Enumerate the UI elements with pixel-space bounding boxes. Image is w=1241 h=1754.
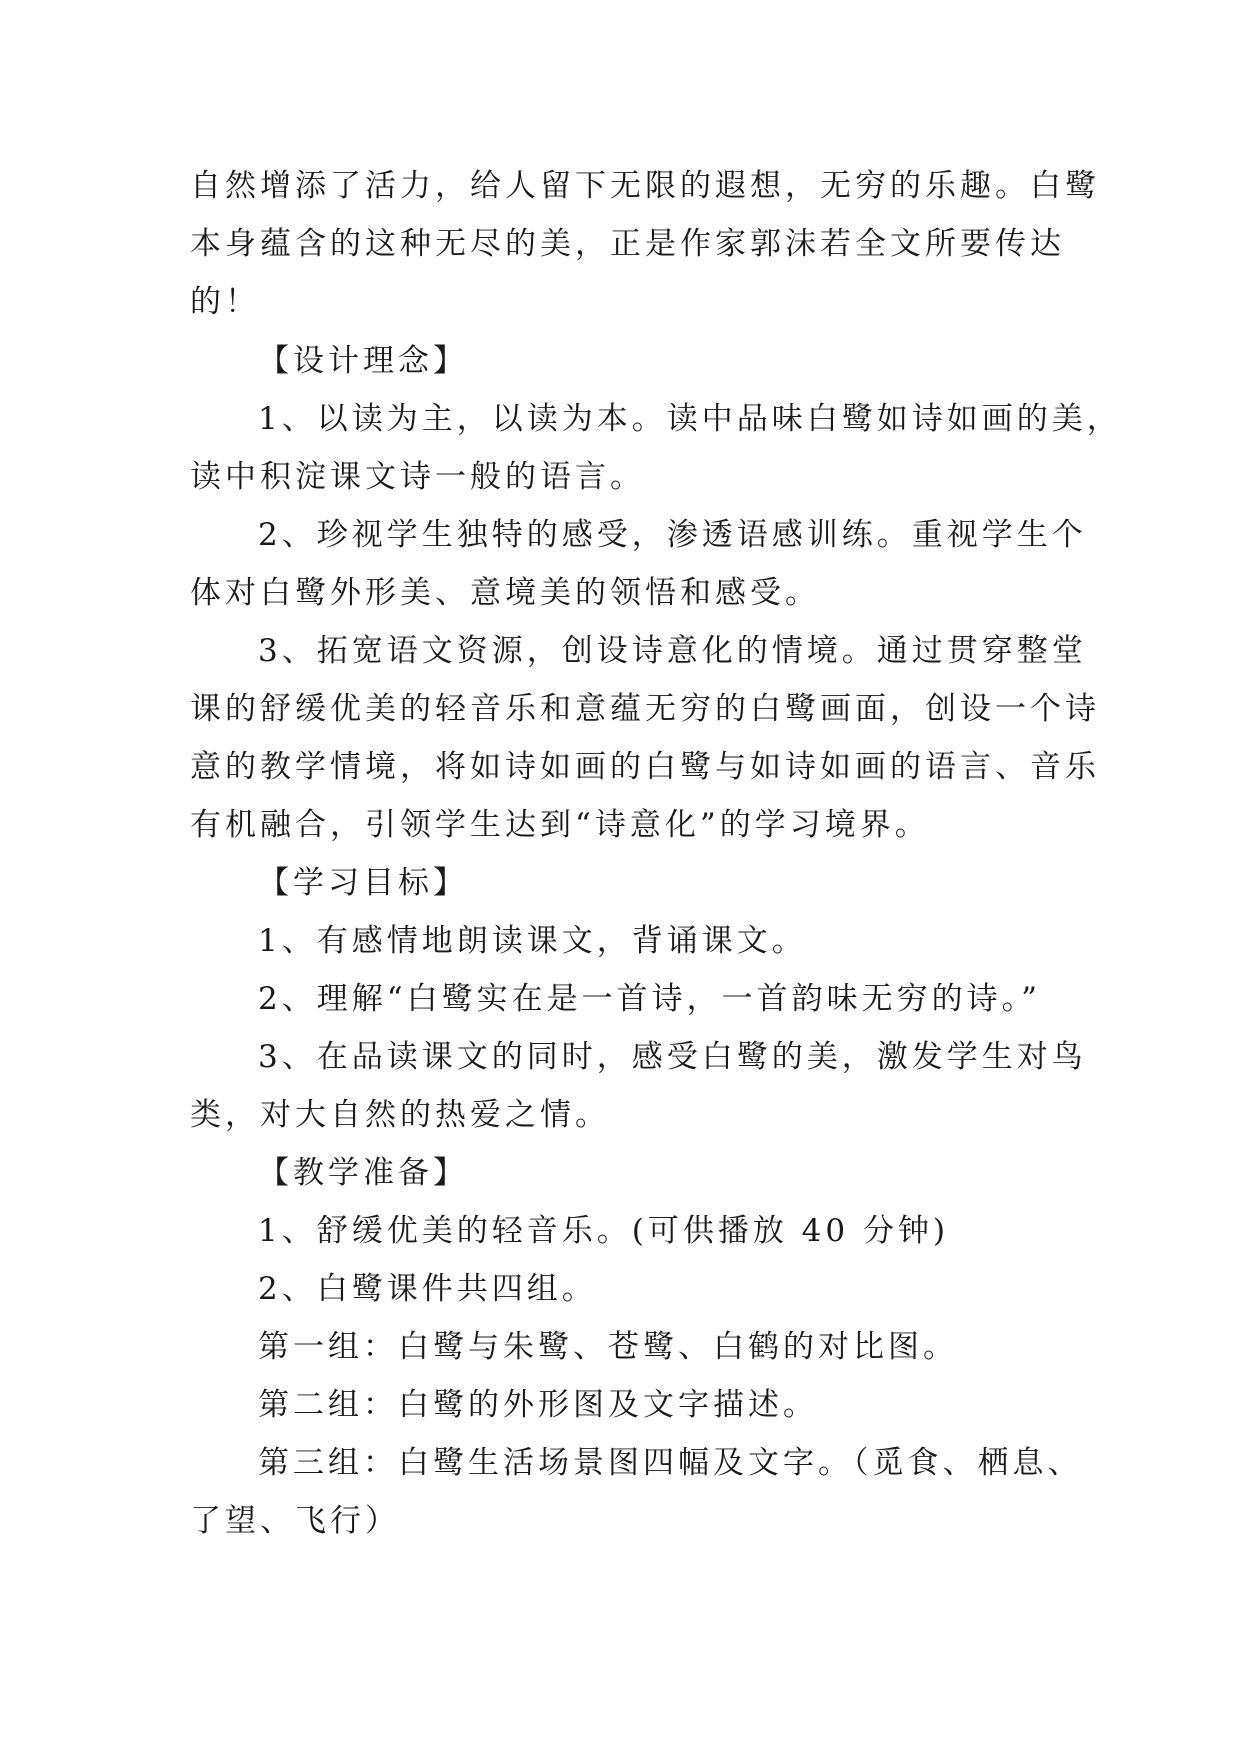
list-item: 3、在品读课文的同时，感受白鹭的美，激发学生对鸟 [258,1039,1087,1075]
paragraph-line: 体对白鹭外形美、意境美的领悟和感受。 [190,575,820,611]
list-item: 第三组：白鹭生活场景图四幅及文字。（觅食、栖息、 [258,1445,1083,1481]
paragraph-line: 了望、飞行） [190,1503,400,1539]
paragraph-line: 读中积淀课文诗一般的语言。 [190,459,645,495]
section-heading: 【教学准备】 [258,1155,468,1191]
list-item: 第二组：白鹭的外形图及文字描述。 [258,1387,818,1423]
paragraph-line: 课的舒缓优美的轻音乐和意蕴无穷的白鹭画面，创设一个诗 [190,691,1100,727]
section-heading: 【设计理念】 [258,343,468,379]
list-item: 2、白鹭课件共四组。 [258,1271,597,1307]
paragraph-line: 类，对大自然的热爱之情。 [190,1097,610,1133]
paragraph-line: 的！ [190,284,260,320]
list-item: 2、珍视学生独特的感受，渗透语感训练。重视学生个 [258,517,1087,553]
list-item: 1、有感情地朗读课文，背诵课文。 [258,923,807,959]
list-item: 2、理解“白鹭实在是一首诗，一首韵味无穷的诗。” [258,981,1041,1017]
paragraph-line: 意的教学情境，将如诗如画的白鹭与如诗如画的语言、音乐 [190,749,1100,785]
list-item: 1、舒缓优美的轻音乐。(可供播放 40 分钟) [258,1213,950,1249]
paragraph-line: 自然增添了活力，给人留下无限的遐想，无穷的乐趣。白鹭 [190,168,1100,204]
paragraph-line: 本身蕴含的这种无尽的美，正是作家郭沫若全文所要传达 [190,226,1065,262]
list-item: 3、拓宽语文资源，创设诗意化的情境。通过贯穿整堂 [258,633,1087,669]
list-item: 第一组：白鹭与朱鹭、苍鹭、白鹤的对比图。 [258,1329,958,1365]
section-heading: 【学习目标】 [258,865,468,901]
list-item: 1、以读为主，以读为本。读中品味白鹭如诗如画的美， [258,401,1122,437]
paragraph-line: 有机融合，引领学生达到“诗意化”的学习境界。 [190,807,930,843]
